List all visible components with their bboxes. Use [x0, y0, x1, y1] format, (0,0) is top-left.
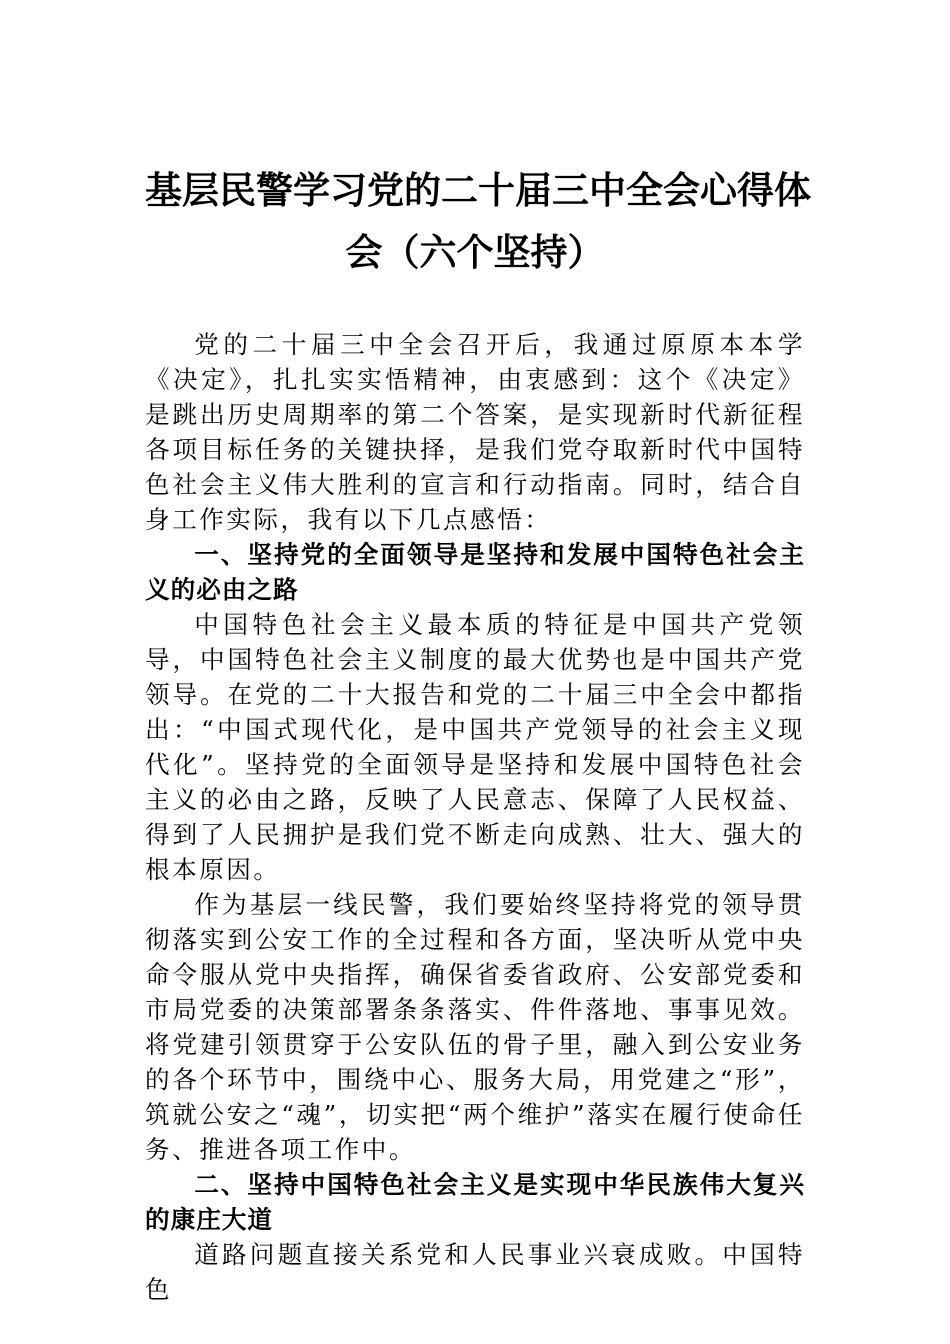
intro-paragraph: 党的二十届三中全会召开后，我通过原原本本学《决定》，扎扎实实悟精神，由衷感到：这个《决定》是跳出历史周期率的第二个答案，是实现新时代新征程各项目标任务的关键抉择，是我们党夺取新时代中国特色社会主义伟大胜利的宣言和行动指南。同时，结合自身工作实际，我有以下几点感悟：: [145, 330, 805, 534]
document-title-line-2: 会（六个坚持）: [345, 230, 605, 274]
body-paragraph-2: 作为基层一线民警，我们要始终坚持将党的领导贯彻落实到公安工作的全过程和各方面，坚决听从党中央命令服从党中央指挥，确保省委省政府、公安部党委和市局党委的决策部署条条落实、件件落地、事事见效。将党建引领贯穿于公安队伍的骨子里，融入到公安业务的各个环节中，围绕中心、服务大局，用党建之“形”，筑就公安之“魂”，切实把“两个维护”落实在履行使命任务、推进各项工作中。: [145, 890, 805, 1164]
body-paragraph-3: 道路问题直接关系党和人民事业兴衰成败。中国特色: [145, 1240, 805, 1304]
body-paragraph-1: 中国特色社会主义最本质的特征是中国共产党领导，中国特色社会主义制度的最大优势也是中国共产党领导。在党的二十大报告和党的二十届三中全会中都指出：“中国式现代化，是中国共产党领导的社会主义现代化”。坚持党的全面领导是坚持和发展中国特色社会主义的必由之路，反映了人民意志、保障了人民权益、得到了人民拥护是我们党不断走向成熟、壮大、强大的根本原因。: [145, 610, 805, 884]
document-body: [145, 327, 805, 1307]
section-heading-2: 二、坚持中国特色社会主义是实现中华民族伟大复兴的康庄大道: [145, 1170, 805, 1234]
section-heading-1: 一、坚持党的全面领导是坚持和发展中国特色社会主义的必由之路: [145, 540, 805, 604]
document-title-line-1: 基层民警学习党的二十届三中全会心得体: [145, 168, 811, 212]
